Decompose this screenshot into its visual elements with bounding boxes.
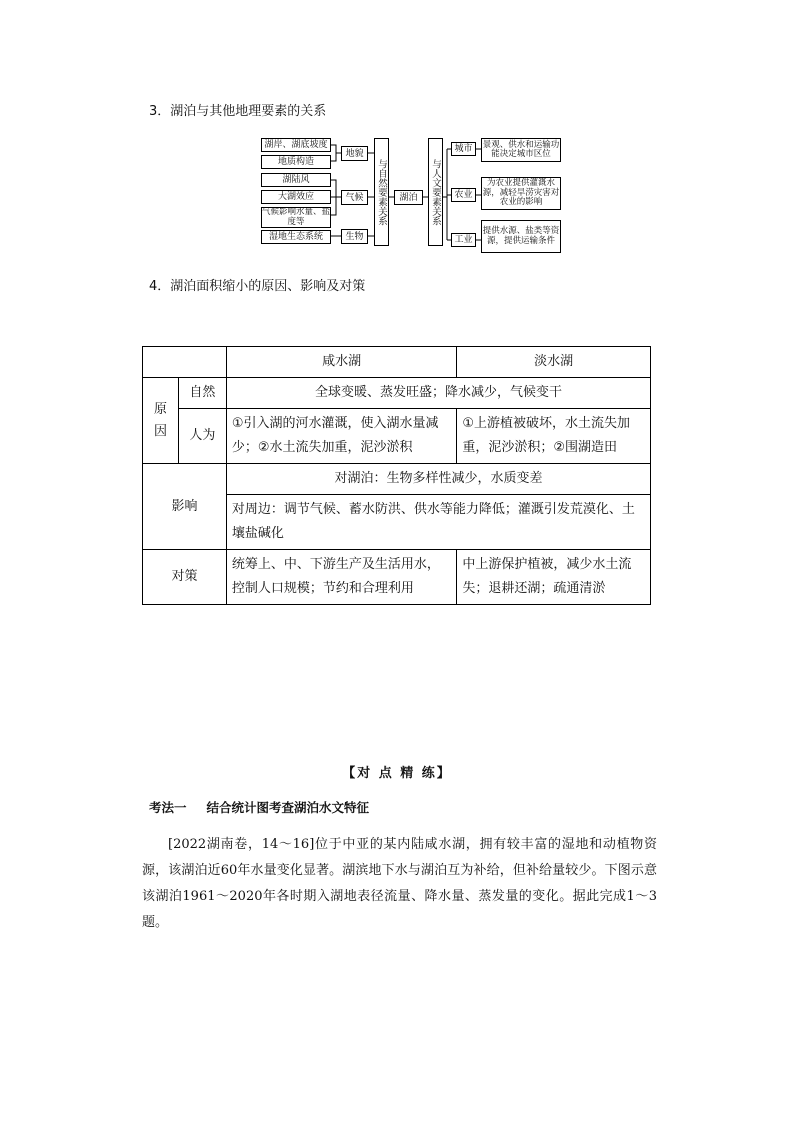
measure-salt: 统筹上、中、下游生产及生活用水，控制人口规模；节约和合理利用	[226, 550, 456, 605]
human-label: 人为	[178, 409, 226, 464]
human-relation-box	[428, 138, 443, 246]
table-row	[143, 550, 651, 605]
lake-shrink-table	[142, 346, 651, 605]
natural-cause: 全球变暖、蒸发旺盛；降水减少，气候变干	[226, 378, 650, 409]
item-lake-breeze: 湖陆风	[261, 173, 331, 187]
item-climate-salinity: 气候影响水量、盐度等	[262, 207, 331, 227]
lake-relation-diagram	[0, 0, 794, 260]
note-industry: 提供水源、盐类等资源，提供运输条件	[481, 220, 561, 253]
method-label: 考法一	[149, 800, 187, 815]
table-row	[143, 464, 651, 495]
table-row	[143, 409, 651, 464]
header-fresh-lake: 淡水湖	[457, 347, 651, 378]
factor-climate: 气候	[341, 190, 368, 205]
impact-around: 对周边：调节气候、蓄水防洪、供水等能力降低；灌溉引发荒漠化、土壤盐碱化	[226, 495, 650, 550]
factor-landform: 地貌	[341, 146, 368, 161]
note-city: 景观、供水和运输功能决定城市区位	[481, 138, 561, 162]
cause-label-text: 原因	[153, 401, 167, 439]
human-relation-label: 与人文要素关系	[430, 158, 441, 226]
center-lake: 湖泊	[394, 190, 423, 205]
human-cause-salt: ①引入湖的河水灌溉，使入湖水量减少；②水土流失加重，泥沙淤积	[226, 409, 456, 464]
header-salt-lake: 咸水湖	[226, 347, 456, 378]
cause-label	[143, 378, 179, 464]
diagram-connectors	[0, 0, 794, 260]
section4-heading: 4．湖泊面积缩小的原因、影响及对策	[149, 279, 366, 294]
sector-industry: 工业	[451, 233, 476, 247]
item-wetland: 湿地生态系统	[261, 230, 331, 244]
corner-cell	[143, 347, 227, 378]
measure-label: 对策	[143, 550, 227, 605]
human-cause-fresh: ①上游植被破坏，水土流失加重，泥沙淤积；②围湖造田	[457, 409, 651, 464]
note-agriculture: 为农业提供灌溉水源，减轻旱涝灾害对农业的影响	[481, 177, 561, 210]
method-text: 结合统计图考查湖泊水文特征	[206, 800, 370, 815]
measure-fresh: 中上游保护植被，减少水土流失；退耕还湖；疏通清淤	[457, 550, 651, 605]
item-shore-slope: 湖岸、湖底坡度	[261, 138, 331, 152]
natural-label: 自然	[178, 378, 226, 409]
item-lake-effect: 大湖效应	[261, 190, 331, 204]
natural-relation-label: 与自然要素关系	[376, 158, 387, 226]
item-geology: 地质构造	[261, 155, 331, 169]
factor-biology: 生物	[341, 229, 368, 244]
natural-relation-box	[374, 138, 389, 246]
method-line	[149, 798, 369, 816]
sector-city: 城市	[451, 142, 476, 156]
impact-label: 影响	[143, 464, 227, 550]
section3-heading: 3．湖泊与其他地理要素的关系	[149, 104, 327, 119]
question-paragraph: [2022湖南卷，14～16]位于中亚的某内陆咸水湖，拥有较丰富的湿地和动植物资源，该湖泊近60年水量变化显著。湖滨地下水与湖泊互为补给，但补给量较少。下图示意该湖泊1961～2020年各时期入湖地表径流量、降水量、蒸发量的变化。据此完成1～3题。	[142, 837, 657, 930]
impact-lake: 对湖泊：生物多样性减少，水质变差	[226, 464, 650, 495]
sector-agriculture: 农业	[451, 188, 476, 202]
practice-title: 【对 点 精 练】	[342, 766, 452, 781]
table-row	[143, 378, 651, 409]
table-row	[143, 347, 651, 378]
